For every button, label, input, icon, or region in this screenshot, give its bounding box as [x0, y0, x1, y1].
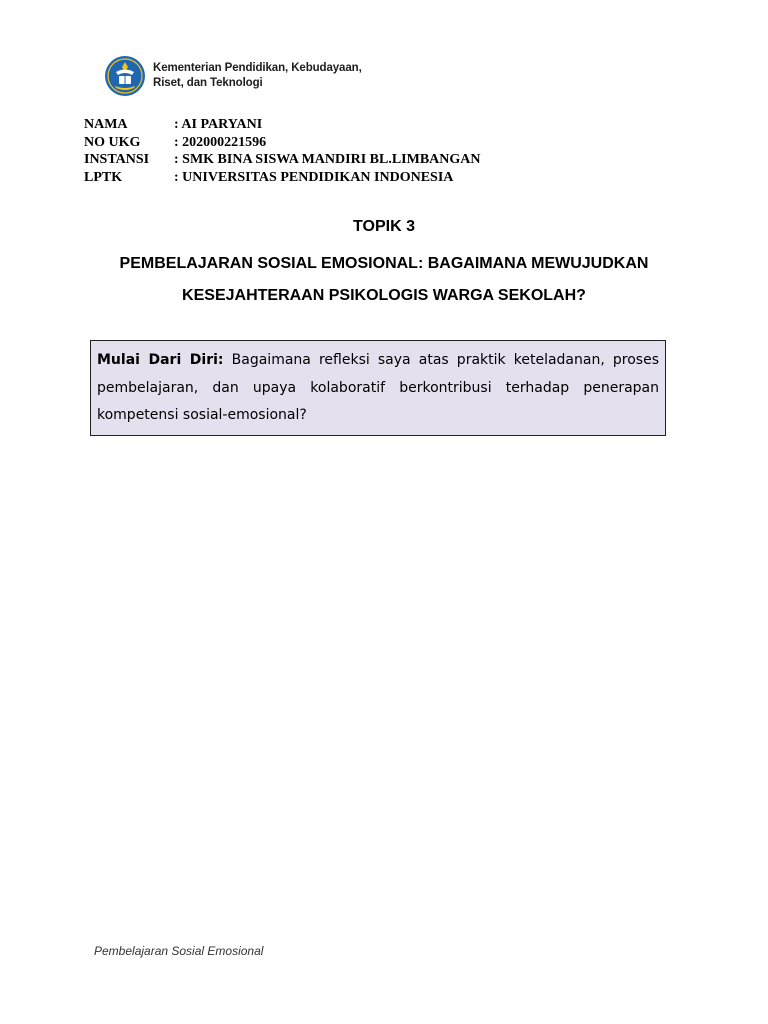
reflection-label: Mulai Dari Diri:: [97, 352, 224, 368]
identity-row-lptk: [84, 169, 481, 187]
ministry-logo: [104, 54, 362, 98]
identity-value: : SMK BINA SISWA MANDIRI BL.LIMBANGAN: [174, 152, 481, 167]
identity-row-ukg: [84, 134, 481, 152]
ministry-name: [153, 61, 362, 91]
identity-label: LPTK: [84, 169, 123, 185]
topic-title-line2: KESEJAHTERAAN PSIKOLOGIS WARGA SEKOLAH?: [182, 287, 586, 304]
identity-label: INSTANSI: [84, 152, 150, 167]
ministry-name-line2: Riset, dan Teknologi: [153, 77, 263, 89]
topic-title-line1: PEMBELAJARAN SOSIAL EMOSIONAL: BAGAIMANA MEWUJUDKAN: [119, 255, 649, 272]
identity-row-institution: [84, 151, 481, 169]
identity-value: : 202000221596: [174, 134, 267, 150]
identity-row-name: [84, 116, 481, 134]
identity-label: NO UKG: [84, 134, 141, 150]
identity-value: : AI PARYANI: [174, 117, 263, 132]
reflection-prompt-box: [90, 340, 666, 436]
topic-title: [0, 248, 768, 312]
ministry-name-line1: Kementerian Pendidikan, Kebudayaan,: [153, 62, 362, 74]
tut-wuri-handayani-emblem-icon: [104, 55, 146, 97]
reflection-question: Bagaimana refleksi saya atas praktik keteladanan, proses pembelajaran, dan upaya kolaboratif berkontribusi terhadap penerapan kompetensi sosial-emosional?: [97, 352, 660, 423]
identity-block: [84, 116, 481, 186]
page-footer: Pembelajaran Sosial Emosional: [94, 944, 264, 958]
identity-value: : UNIVERSITAS PENDIDIKAN INDONESIA: [174, 169, 454, 185]
identity-label: NAMA: [84, 117, 128, 132]
topic-number: TOPIK 3: [353, 218, 415, 235]
